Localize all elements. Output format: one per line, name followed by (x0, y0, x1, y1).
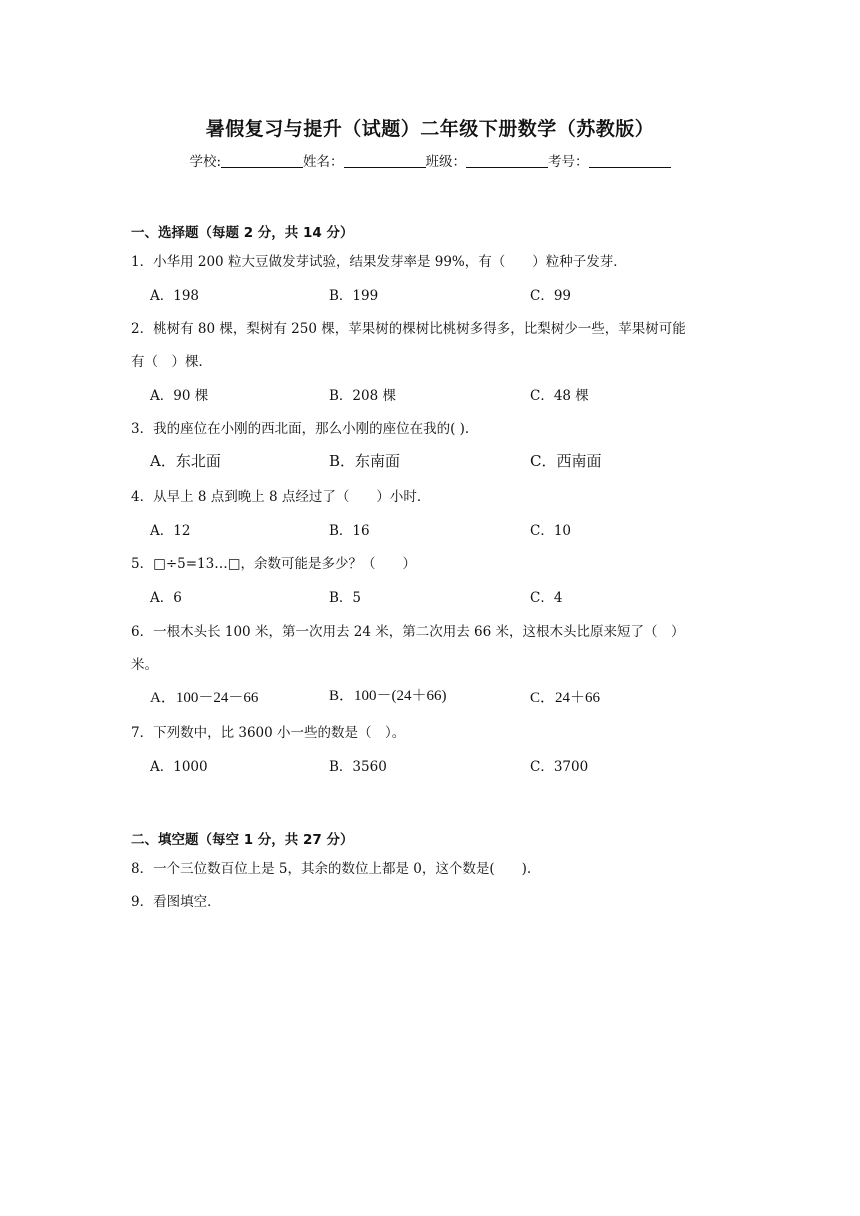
q1-option-b[interactable]: B．199 (329, 288, 379, 304)
q3-option-a[interactable]: A．东北面 (150, 452, 221, 470)
question-7: 7．下列数中，比 3600 小一些的数是（ ）。 (131, 725, 406, 741)
class-label: 班级： (425, 154, 467, 170)
question-6: 6．一根木头长 100 米，第一次用去 24 米，第二次用去 66 米，这根木头比原来短了（ ） (131, 624, 685, 640)
name-blank[interactable] (344, 153, 426, 168)
q6-option-c-expr: C．24＋66 (530, 690, 601, 706)
question-2-line-2: 有（ ）棵． (131, 354, 212, 370)
q2-option-a[interactable]: A．90 棵 (150, 388, 209, 404)
q5-option-b[interactable]: B．5 (329, 590, 362, 606)
question-1: 1．小华用 200 粒大豆做发芽试验，结果发芽率是 99%，有（ ）粒种子发芽． (131, 254, 627, 270)
question-6-line-2: 米。 (131, 657, 158, 673)
student-info-line (0, 150, 860, 170)
q3-option-b[interactable]: B．东南面 (329, 452, 401, 470)
q6-option-b[interactable] (329, 684, 447, 705)
q5-option-c[interactable]: C．4 (530, 590, 563, 606)
question-8: 8．一个三位数百位上是 5，其余的数位上都是 0，这个数是( ). (131, 861, 532, 877)
q4-option-a[interactable]: A．12 (150, 523, 191, 539)
exam-no-blank[interactable] (589, 153, 671, 168)
q1-option-c[interactable]: C．99 (530, 288, 572, 304)
q6-option-a[interactable] (150, 686, 258, 707)
q5-option-a[interactable]: A．6 (150, 590, 182, 606)
q7-option-c[interactable]: C．3700 (530, 759, 589, 775)
class-blank[interactable] (466, 153, 548, 168)
question-4: 4．从早上 8 点到晚上 8 点经过了（ ）小时． (131, 489, 431, 505)
section-heading-choice: 一、选择题（每题 2 分，共 14 分） (131, 225, 354, 241)
q6-option-b-expr: B．100－(24＋66) (329, 688, 447, 704)
q7-option-a[interactable]: A．1000 (150, 759, 208, 775)
q2-option-b[interactable]: B．208 棵 (329, 388, 396, 404)
q6-option-a-expr: A．100－24－66 (150, 690, 259, 706)
question-2: 2．桃树有 80 棵，梨树有 250 棵，苹果树的棵树比桃树多得多，比梨树少一些，苹果树可能 (131, 321, 686, 337)
section-heading-fill: 二、填空题（每空 1 分，共 27 分） (131, 832, 354, 848)
q7-option-b[interactable]: B．3560 (329, 759, 387, 775)
q1-option-a[interactable]: A．198 (150, 288, 200, 304)
question-3: 3．我的座位在小刚的西北面，那么小刚的座位在我的( ). (131, 421, 470, 437)
q2-option-c[interactable]: C．48 棵 (530, 388, 589, 404)
question-5: 5．□÷5=13…□，余数可能是多少？（ ） (131, 556, 416, 572)
name-label: 姓名： (303, 154, 344, 170)
q4-option-c[interactable]: C．10 (530, 523, 572, 539)
school-blank[interactable] (221, 153, 303, 168)
question-9: 9．看图填空． (131, 894, 221, 910)
q4-option-b[interactable]: B．16 (329, 523, 370, 539)
q6-option-c[interactable] (530, 686, 600, 707)
page-title: 暑假复习与提升（试题）二年级下册数学（苏教版） (205, 118, 655, 140)
exam-no-label: 考号： (548, 154, 589, 170)
school-label: 学校: (189, 154, 222, 170)
q3-option-c[interactable]: C．西南面 (530, 452, 602, 470)
